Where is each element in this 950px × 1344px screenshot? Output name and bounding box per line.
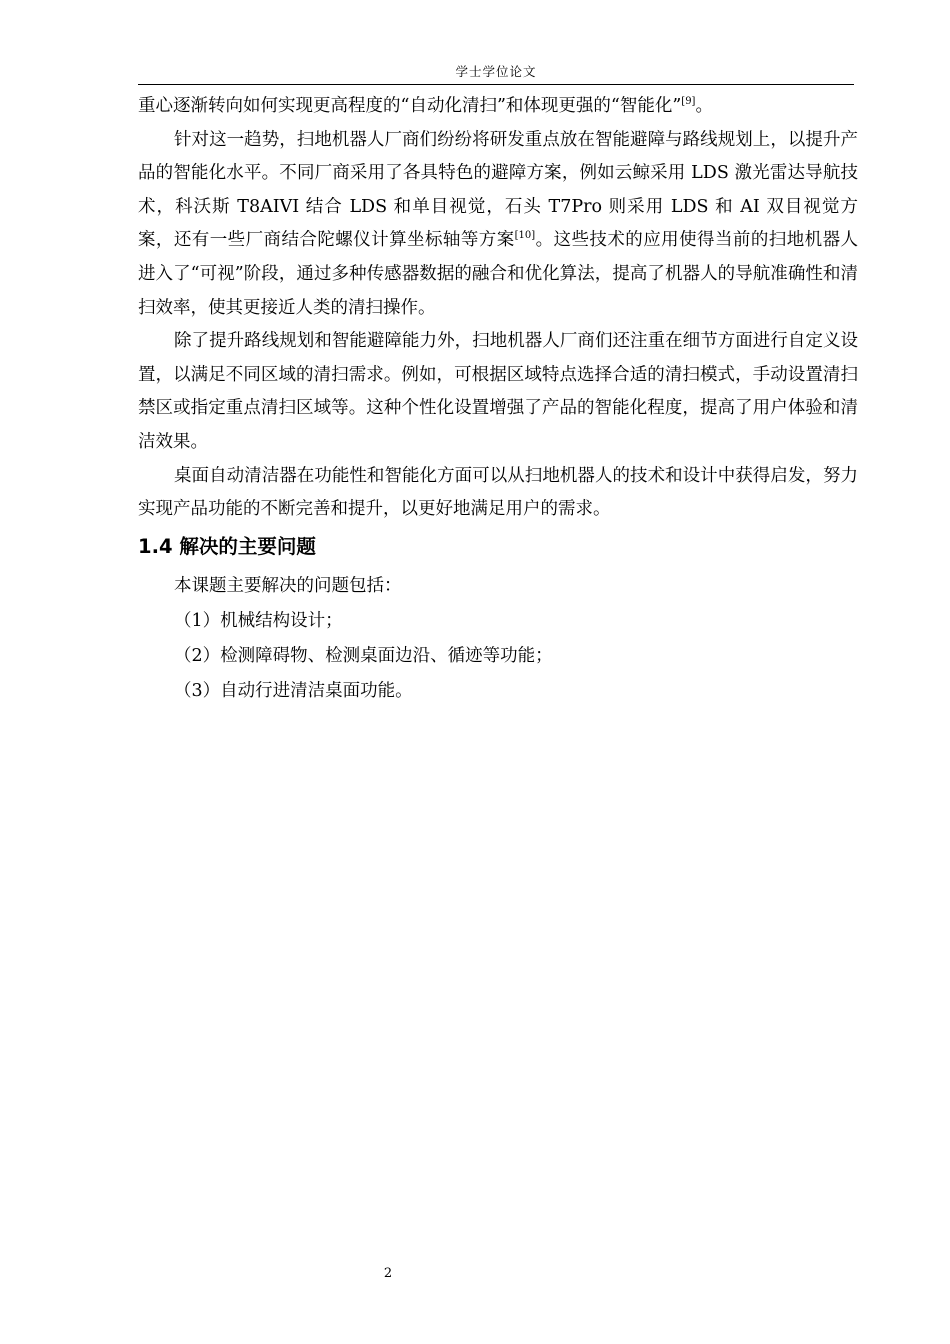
- paragraph-obstacle-avoidance: [138, 124, 858, 326]
- citation-ref: [9]: [681, 96, 696, 107]
- page-number: 2: [383, 1266, 393, 1281]
- paragraph-continuation: [138, 90, 858, 124]
- list-item: （3）自动行进清洁桌面功能。: [174, 680, 413, 701]
- section-heading: 1.4 解决的主要问题: [138, 534, 316, 558]
- citation-ref: [10]: [514, 230, 536, 242]
- paragraph-desktop-cleaner: 桌面自动清洁器在功能性和智能化方面可以从扫地机器人的技术和设计中获得启发，努力实现产品功能的不断完善和提升，以更好地满足用户的需求。: [138, 465, 858, 520]
- body-text: [138, 90, 858, 709]
- header-rule: [138, 84, 854, 85]
- list-item: （1）机械结构设计；: [174, 610, 343, 631]
- paragraph-custom-settings: 除了提升路线规划和智能避障能力外，扫地机器人厂商们还注重在细节方面进行自定义设置，以满足不同区域的清扫需求。例如，可根据区域特点选择合适的清扫模式，手动设置清扫禁区或指定重点清扫区域等。这种个性化设置增强了产品的智能化程度，提高了用户体验和清洁效果。: [138, 331, 858, 452]
- running-header: 学士学位论文: [455, 64, 537, 79]
- paragraph-tail: 。这些技术的应用使得当前的扫地机器人进入了“可视”阶段，通过多种传感器数据的融合和优化算法，提高了机器人的导航准确性和清扫效率，使其更接近人类的清扫操作。: [138, 230, 859, 318]
- paragraph-text: 针对这一趋势，扫地机器人厂商们纷纷将研发重点放在智能避障与路线规划上，以提升产品的智能化水平。不同厂商采用了各具特色的避障方案，例如云鲸采用 LDS 激光雷达导航技术，科沃斯 T8AIVI 结合 LDS 和单目视觉，石头 T7Pro 则采用 LDS 和 AI 双目视觉方案，还有一些厂商结合陀螺仪计算坐标轴等方案: [138, 129, 858, 251]
- paragraph-text: 重心逐渐转向如何实现更高程度的“自动化清扫”和体现更强的“智能化”: [138, 96, 682, 116]
- list-item: （2）检测障碍物、检测桌面边沿、循迹等功能；: [174, 645, 553, 666]
- section-intro: 本课题主要解决的问题包括：: [174, 575, 402, 596]
- paragraph-tail: 。: [695, 96, 713, 116]
